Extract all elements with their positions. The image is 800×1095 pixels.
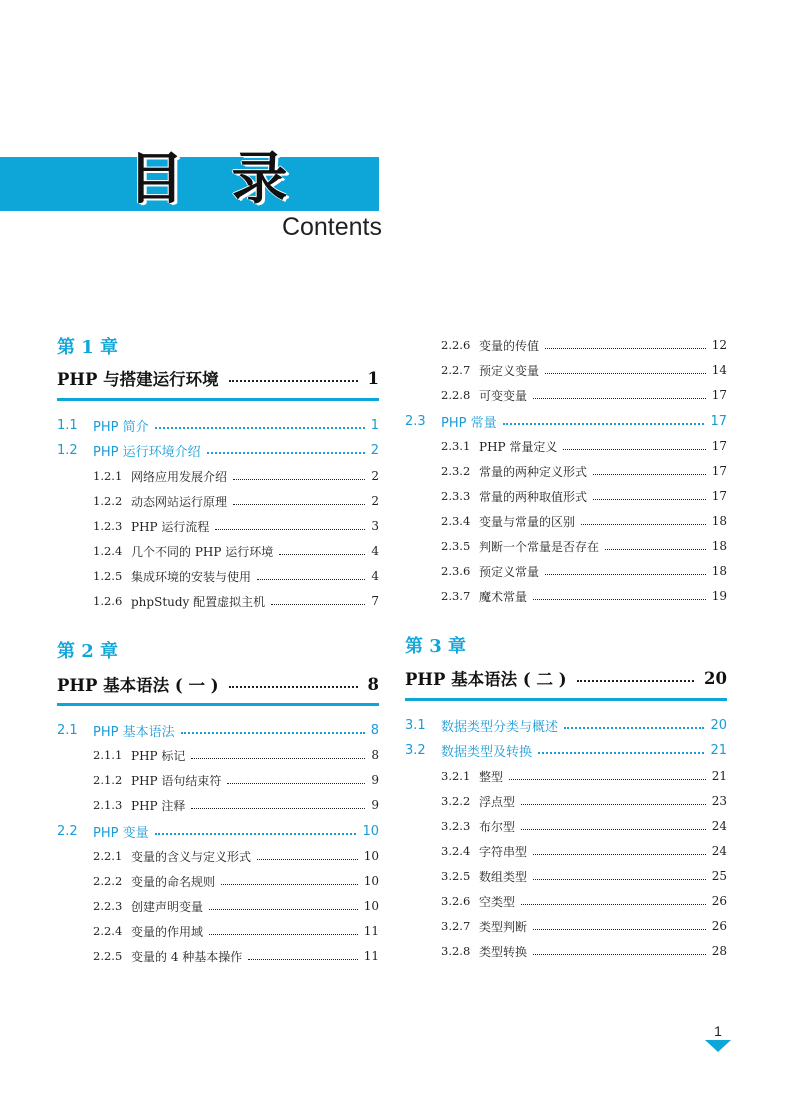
- section-number: 3.2: [405, 742, 426, 758]
- leader-dots: [593, 474, 706, 475]
- page-subtitle: Contents: [281, 213, 382, 241]
- chapter-label: 第 3 章: [405, 636, 467, 657]
- toc-section[interactable]: [57, 415, 379, 435]
- subsection-title: PHP 运行流程: [131, 519, 210, 534]
- leader-dots: [191, 758, 365, 759]
- leader-dots: [538, 752, 704, 754]
- leader-dots: [233, 504, 365, 505]
- leader-dots: [521, 904, 706, 905]
- subsection-page: 9: [371, 798, 379, 812]
- toc-subsection[interactable]: [93, 847, 379, 865]
- subsection-title: 常量的两种取值形式: [479, 489, 588, 504]
- toc-subsection[interactable]: [93, 897, 379, 915]
- leader-dots: [221, 884, 358, 885]
- leader-dots: [533, 954, 706, 955]
- subsection-page: 4: [371, 569, 379, 583]
- subsection-page: 21: [711, 769, 727, 783]
- subsection-page: 9: [371, 773, 379, 787]
- toc-subsection[interactable]: [441, 437, 727, 455]
- toc-subsection[interactable]: [441, 917, 727, 935]
- subsection-number: 2.3.2: [441, 464, 471, 478]
- subsection-title: 变量的作用域: [131, 924, 204, 939]
- subsection-page: 4: [371, 544, 379, 558]
- subsection-page: 11: [363, 924, 379, 938]
- subsection-number: 1.2.6: [93, 594, 123, 608]
- subsection-page: 10: [363, 874, 379, 888]
- toc-subsection[interactable]: [93, 467, 379, 485]
- subsection-number: 2.2.6: [441, 338, 471, 352]
- subsection-page: 12: [711, 338, 727, 352]
- toc-subsection[interactable]: [441, 462, 727, 480]
- subsection-number: 1.2.3: [93, 519, 123, 533]
- subsection-page: 17: [711, 489, 727, 503]
- subsection-page: 17: [711, 388, 727, 402]
- section-number: 2.1: [57, 722, 78, 738]
- subsection-page: 3: [371, 519, 379, 533]
- section-page: 2: [370, 442, 379, 458]
- subsection-number: 2.3.3: [441, 489, 471, 503]
- toc-subsection[interactable]: [441, 892, 727, 910]
- section-title: PHP 简介: [93, 419, 149, 435]
- section-page: 17: [710, 413, 727, 429]
- subsection-title: 浮点型: [479, 794, 516, 809]
- toc-subsection[interactable]: [93, 592, 379, 610]
- subsection-number: 1.2.2: [93, 494, 123, 508]
- leader-dots: [209, 909, 358, 910]
- subsection-number: 2.3.5: [441, 539, 471, 553]
- subsection-title: 变量的命名规则: [131, 874, 216, 889]
- subsection-title: 网络应用发展介绍: [131, 469, 228, 484]
- subsection-title: 创建声明变量: [131, 899, 204, 914]
- subsection-page: 23: [711, 794, 727, 808]
- subsection-page: 17: [711, 439, 727, 453]
- subsection-title: 字符串型: [479, 844, 528, 859]
- subsection-title: 判断一个常量是否存在: [479, 539, 600, 554]
- section-number: 1.1: [57, 417, 78, 433]
- leader-dots: [563, 449, 705, 450]
- leader-dots: [509, 779, 706, 780]
- section-number: 3.1: [405, 717, 426, 733]
- leader-dots: [545, 373, 706, 374]
- toc-section[interactable]: [57, 720, 379, 740]
- subsection-number: 3.2.2: [441, 794, 471, 808]
- subsection-number: 2.2.1: [93, 849, 123, 863]
- subsection-page: 18: [711, 564, 727, 578]
- subsection-title: 几个不同的 PHP 运行环境: [131, 544, 274, 559]
- subsection-title: phpStudy 配置虚拟主机: [131, 594, 266, 609]
- toc-section[interactable]: [405, 740, 727, 760]
- leader-dots: [533, 599, 706, 600]
- subsection-number: 2.2.2: [93, 874, 123, 888]
- chapter-title: PHP 基本语法 ( 一 ): [57, 676, 219, 695]
- subsection-title: PHP 常量定义: [479, 439, 558, 454]
- toc-subsection[interactable]: [441, 587, 727, 605]
- leader-dots: [545, 348, 706, 349]
- chapter-title: PHP 基本语法 ( 二 ): [405, 670, 567, 689]
- subsection-title: 布尔型: [479, 819, 516, 834]
- subsection-page: 10: [363, 849, 379, 863]
- toc-subsection[interactable]: [441, 361, 727, 379]
- toc-section[interactable]: [405, 411, 727, 431]
- subsection-page: 10: [363, 899, 379, 913]
- chapter-entry[interactable]: [405, 666, 727, 690]
- toc-subsection[interactable]: [441, 537, 727, 555]
- leader-dots: [248, 959, 357, 960]
- subsection-number: 3.2.4: [441, 844, 471, 858]
- subsection-number: 3.2.1: [441, 769, 471, 783]
- subsection-title: 魔术常量: [479, 589, 528, 604]
- subsection-number: 2.1.3: [93, 798, 123, 812]
- leader-dots: [605, 549, 706, 550]
- subsection-title: 变量的含义与定义形式: [131, 849, 252, 864]
- leader-dots: [229, 686, 358, 688]
- subsection-page: 26: [711, 919, 727, 933]
- subsection-title: PHP 语句结束符: [131, 773, 222, 788]
- leader-dots: [577, 680, 695, 682]
- chapter-page: 20: [704, 668, 727, 688]
- chapter-divider: [57, 398, 379, 401]
- subsection-title: 变量与常量的区别: [479, 514, 576, 529]
- toc-subsection[interactable]: [441, 767, 727, 785]
- subsection-number: 3.2.7: [441, 919, 471, 933]
- chapter-entry[interactable]: [57, 672, 379, 696]
- subsection-page: 2: [371, 469, 379, 483]
- leader-dots: [155, 833, 357, 835]
- toc-subsection[interactable]: [93, 947, 379, 965]
- subsection-number: 1.2.1: [93, 469, 123, 483]
- toc-subsection[interactable]: [93, 771, 379, 789]
- leader-dots: [257, 579, 365, 580]
- subsection-page: 11: [363, 949, 379, 963]
- chapter-label: 第 2 章: [57, 641, 119, 662]
- toc-subsection[interactable]: [93, 567, 379, 585]
- subsection-title: 空类型: [479, 894, 516, 909]
- chapter-page: 1: [367, 368, 379, 388]
- leader-dots: [207, 452, 365, 454]
- subsection-title: 数组类型: [479, 869, 528, 884]
- subsection-number: 2.3.6: [441, 564, 471, 578]
- subsection-title: 类型转换: [479, 944, 528, 959]
- toc-subsection[interactable]: [441, 512, 727, 530]
- section-page: 21: [710, 742, 727, 758]
- page-title: 目 录: [128, 147, 302, 212]
- subsection-title: 动态网站运行原理: [131, 494, 228, 509]
- toc-subsection[interactable]: [93, 922, 379, 940]
- subsection-number: 2.3.1: [441, 439, 471, 453]
- section-page: 10: [362, 823, 379, 839]
- subsection-title: 整型: [479, 769, 504, 784]
- subsection-title: 类型判断: [479, 919, 528, 934]
- leader-dots: [257, 859, 358, 860]
- toc-subsection[interactable]: [93, 517, 379, 535]
- subsection-page: 18: [711, 514, 727, 528]
- subsection-page: 2: [371, 494, 379, 508]
- toc-subsection[interactable]: [441, 842, 727, 860]
- subsection-page: 28: [711, 944, 727, 958]
- leader-dots: [521, 804, 706, 805]
- leader-dots: [233, 479, 365, 480]
- subsection-title: 变量的 4 种基本操作: [131, 949, 243, 964]
- section-page: 8: [370, 722, 379, 738]
- section-page: 20: [710, 717, 727, 733]
- page-number: 1: [714, 1023, 722, 1039]
- chapter-title: PHP 与搭建运行环境: [57, 370, 219, 389]
- toc-subsection[interactable]: [93, 542, 379, 560]
- toc-section[interactable]: [57, 440, 379, 460]
- chapter-divider: [57, 703, 379, 706]
- section-number: 1.2: [57, 442, 78, 458]
- chapter-divider: [405, 698, 727, 701]
- toc-subsection[interactable]: [441, 817, 727, 835]
- triangle-down-icon: [705, 1040, 731, 1052]
- leader-dots: [271, 604, 365, 605]
- subsection-number: 1.2.5: [93, 569, 123, 583]
- section-title: PHP 常量: [441, 415, 497, 431]
- leader-dots: [533, 854, 706, 855]
- subsection-number: 2.2.3: [93, 899, 123, 913]
- toc-subsection[interactable]: [441, 336, 727, 354]
- subsection-number: 2.3.7: [441, 589, 471, 603]
- subsection-page: 7: [371, 594, 379, 608]
- leader-dots: [564, 727, 704, 729]
- subsection-title: 集成环境的安装与使用: [131, 569, 252, 584]
- chapter-page: 8: [367, 674, 379, 694]
- subsection-number: 2.2.4: [93, 924, 123, 938]
- toc-subsection[interactable]: [441, 942, 727, 960]
- leader-dots: [155, 427, 365, 429]
- subsection-page: 24: [711, 819, 727, 833]
- toc-subsection[interactable]: [93, 872, 379, 890]
- toc-subsection[interactable]: [93, 746, 379, 764]
- subsection-number: 1.2.4: [93, 544, 123, 558]
- leader-dots: [191, 808, 365, 809]
- subsection-page: 25: [711, 869, 727, 883]
- leader-dots: [503, 423, 705, 425]
- subsection-title: 预定义常量: [479, 564, 540, 579]
- chapter-entry[interactable]: [57, 366, 379, 390]
- subsection-number: 3.2.8: [441, 944, 471, 958]
- subsection-title: PHP 注释: [131, 798, 186, 813]
- section-title: 数据类型分类与概述: [441, 719, 559, 735]
- leader-dots: [227, 783, 365, 784]
- subsection-title: 预定义变量: [479, 363, 540, 378]
- subsection-title: 变量的传值: [479, 338, 540, 353]
- subsection-number: 2.2.7: [441, 363, 471, 377]
- section-title: 数据类型及转换: [441, 744, 533, 760]
- leader-dots: [533, 929, 706, 930]
- subsection-title: 可变变量: [479, 388, 528, 403]
- leader-dots: [533, 398, 706, 399]
- section-title: PHP 运行环境介绍: [93, 444, 201, 460]
- toc-subsection[interactable]: [93, 796, 379, 814]
- subsection-page: 8: [371, 748, 379, 762]
- leader-dots: [181, 732, 365, 734]
- subsection-page: 19: [711, 589, 727, 603]
- chapter-label: 第 1 章: [57, 337, 119, 358]
- section-title: PHP 基本语法: [93, 724, 175, 740]
- leader-dots: [209, 934, 358, 935]
- subsection-title: 常量的两种定义形式: [479, 464, 588, 479]
- subsection-page: 14: [711, 363, 727, 377]
- subsection-number: 3.2.6: [441, 894, 471, 908]
- section-title: PHP 变量: [93, 825, 149, 841]
- subsection-title: PHP 标记: [131, 748, 186, 763]
- toc-subsection[interactable]: [441, 487, 727, 505]
- toc-subsection[interactable]: [441, 792, 727, 810]
- leader-dots: [521, 829, 706, 830]
- section-number: 2.3: [405, 413, 426, 429]
- toc-subsection[interactable]: [441, 867, 727, 885]
- subsection-number: 2.1.1: [93, 748, 123, 762]
- section-number: 2.2: [57, 823, 78, 839]
- subsection-number: 2.1.2: [93, 773, 123, 787]
- leader-dots: [215, 529, 365, 530]
- leader-dots: [229, 380, 358, 382]
- leader-dots: [533, 879, 706, 880]
- subsection-page: 18: [711, 539, 727, 553]
- subsection-number: 2.3.4: [441, 514, 471, 528]
- toc-subsection[interactable]: [441, 562, 727, 580]
- toc-subsection[interactable]: [93, 492, 379, 510]
- section-page: 1: [370, 417, 379, 433]
- subsection-number: 3.2.3: [441, 819, 471, 833]
- subsection-page: 17: [711, 464, 727, 478]
- leader-dots: [279, 554, 365, 555]
- leader-dots: [593, 499, 706, 500]
- subsection-number: 2.2.5: [93, 949, 123, 963]
- subsection-page: 26: [711, 894, 727, 908]
- toc-subsection[interactable]: [441, 386, 727, 404]
- toc-section[interactable]: [57, 821, 379, 841]
- subsection-number: 3.2.5: [441, 869, 471, 883]
- subsection-number: 2.2.8: [441, 388, 471, 402]
- toc-section[interactable]: [405, 715, 727, 735]
- leader-dots: [581, 524, 706, 525]
- subsection-page: 24: [711, 844, 727, 858]
- leader-dots: [545, 574, 706, 575]
